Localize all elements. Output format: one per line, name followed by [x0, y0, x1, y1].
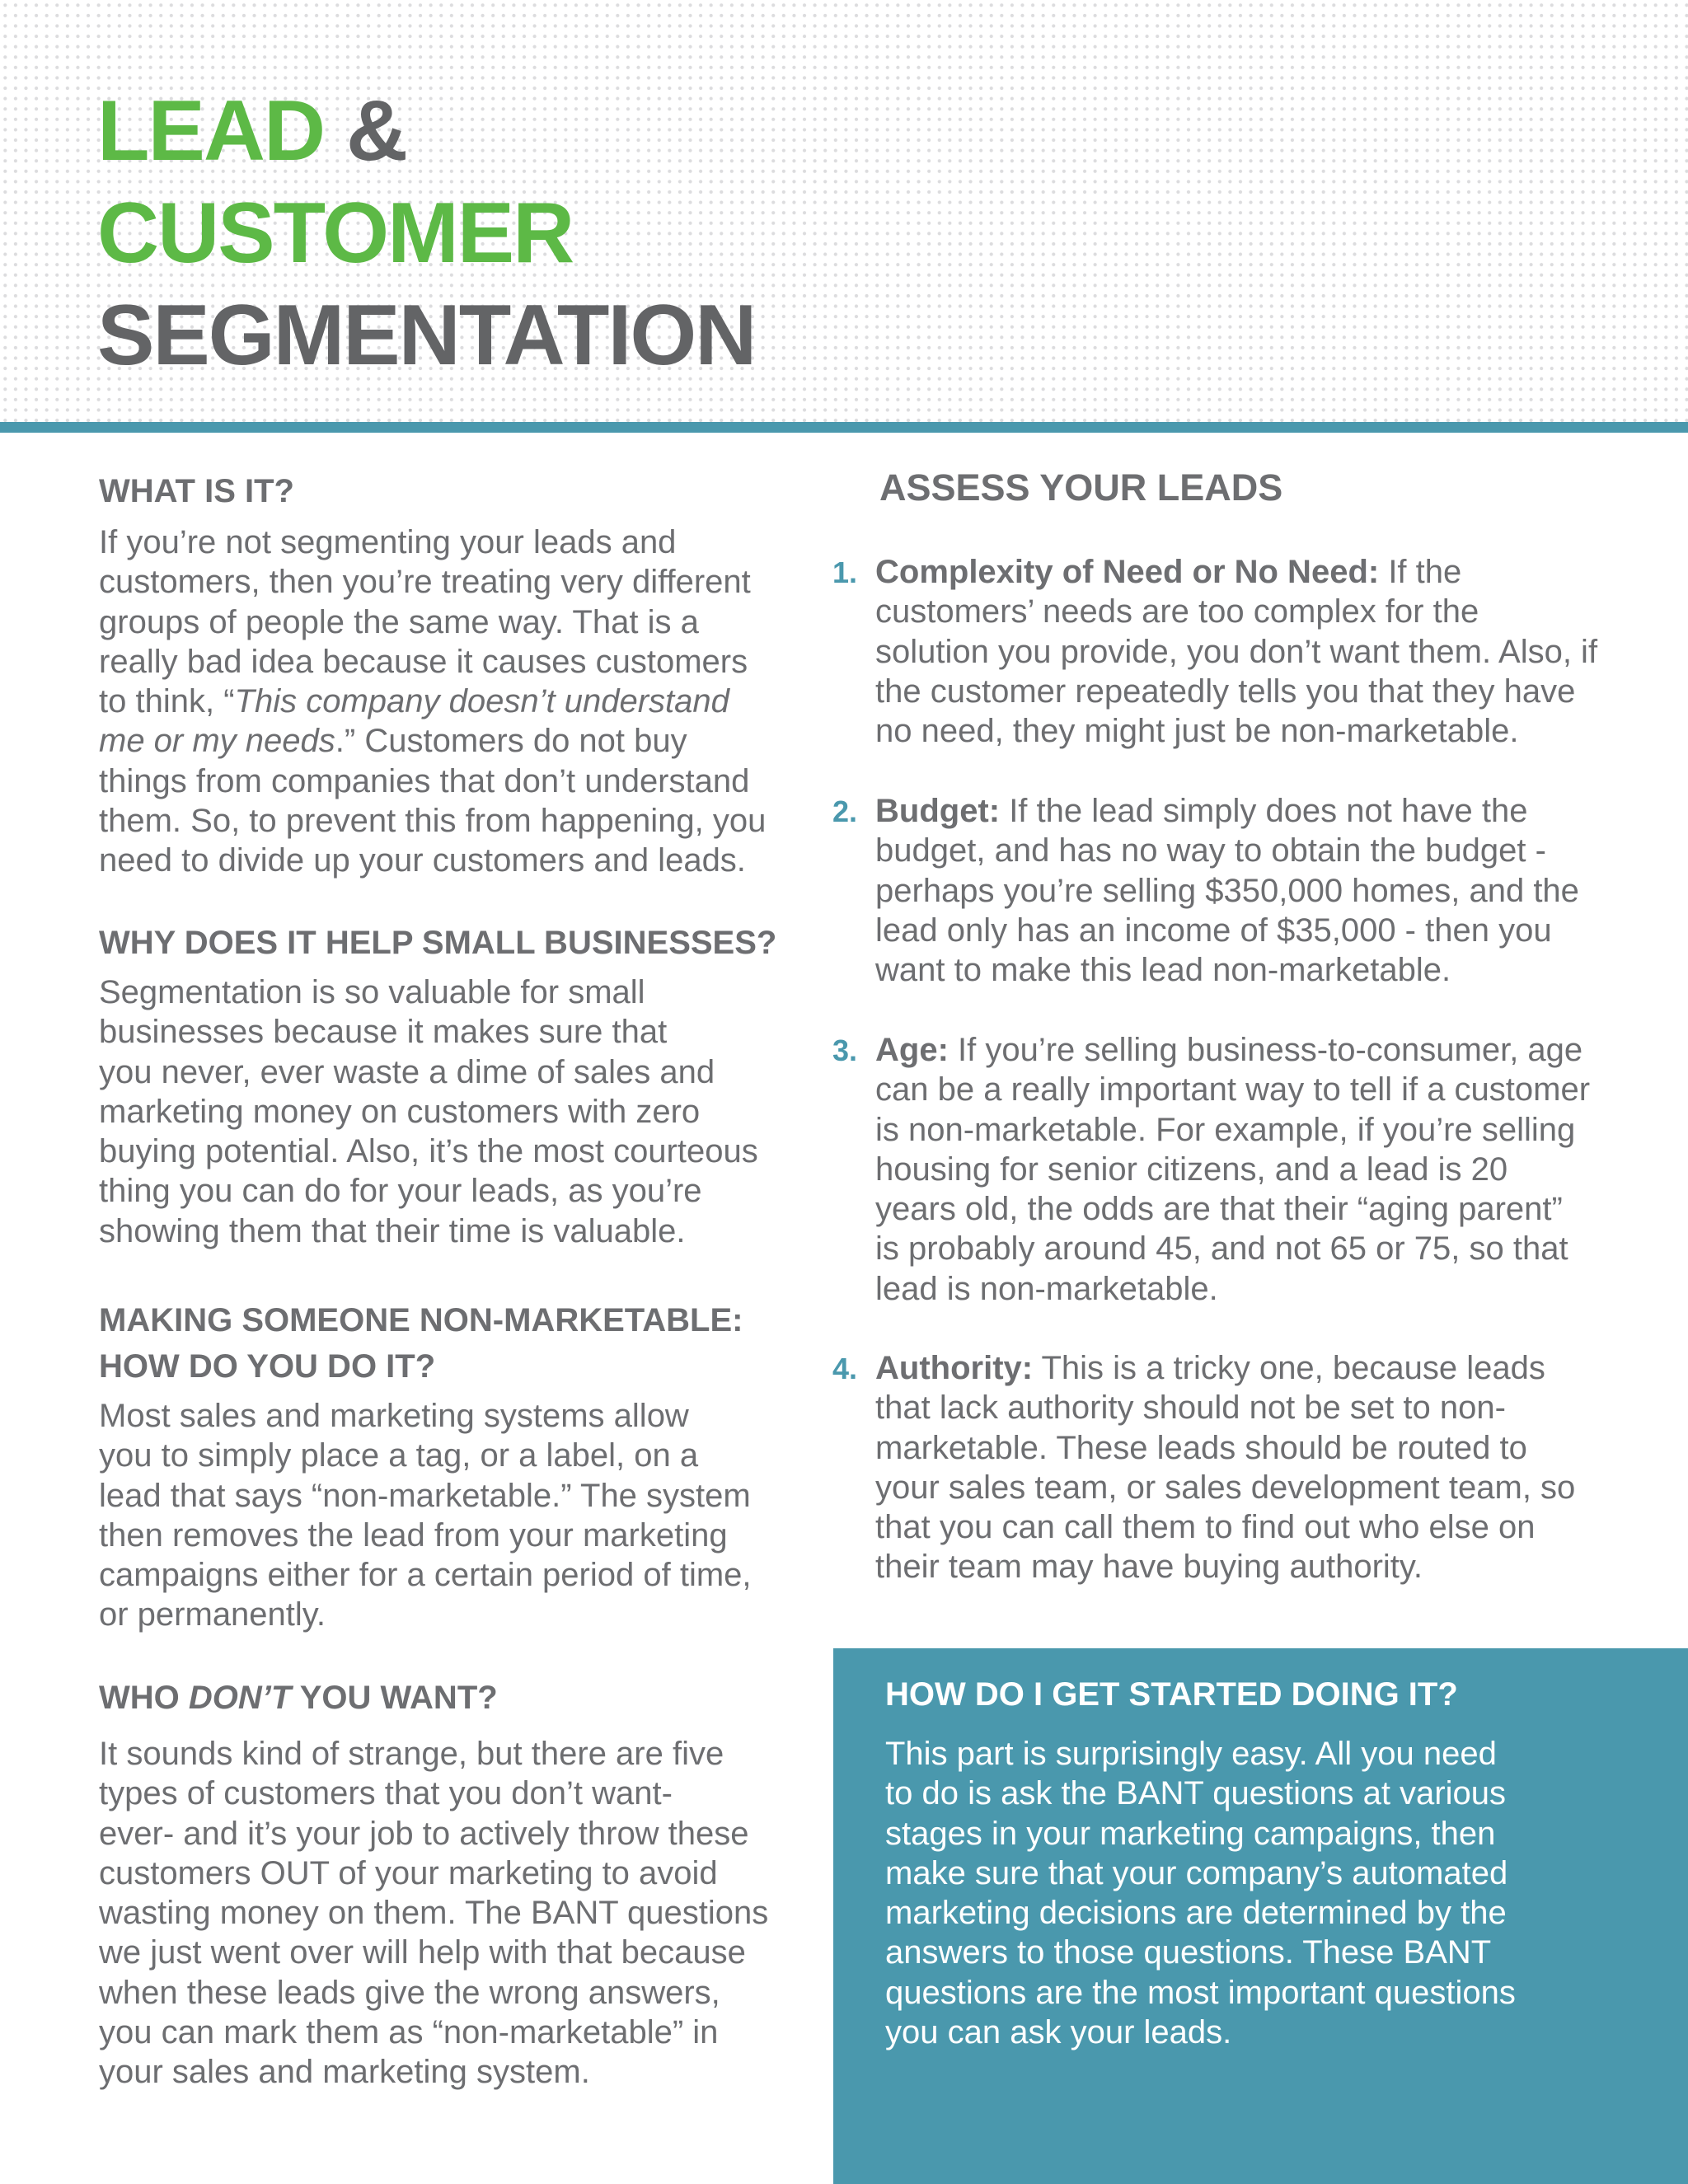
- text-line: your sales team, or sales development team, so: [875, 1469, 1576, 1506]
- text-line: Most sales and marketing systems allow: [99, 1398, 689, 1434]
- list-text: [875, 791, 1579, 990]
- paragraph: [885, 1734, 1516, 2052]
- text-line: you can ask your leads.: [885, 2014, 1232, 2051]
- text-line: customers, then you’re treating very different: [99, 564, 751, 601]
- list-number: 4.: [832, 1352, 858, 1385]
- heading-how-do-you-do-it: HOW DO YOU DO IT?: [99, 1348, 436, 1385]
- text-line: If the: [1379, 554, 1462, 590]
- text-line: is probably around 45, and not 65 or 75, so that: [875, 1230, 1568, 1268]
- text-line: things from companies that don’t understand: [99, 762, 750, 799]
- text-line: types of customers that you don’t want-: [99, 1775, 673, 1812]
- text-line: If you’re selling business-to-consumer, age: [948, 1032, 1583, 1068]
- making-body: [99, 1396, 783, 1635]
- text-line: to think, “: [99, 683, 235, 720]
- paragraph: [99, 972, 783, 1251]
- header-banner: [0, 0, 1688, 422]
- text-line: then removes the lead from your marketing: [99, 1516, 728, 1554]
- text-line: lead only has an income of $35,000 - then you: [875, 912, 1552, 949]
- list-text: [875, 1348, 1575, 1587]
- paragraph: [99, 1396, 783, 1635]
- why-body: [99, 972, 783, 1251]
- text-line: customers OUT of your marketing to avoid: [99, 1854, 718, 1891]
- heading-what-is-it: WHAT IS IT?: [99, 473, 294, 509]
- text-line: budget, and has no way to obtain the budget -: [875, 832, 1546, 869]
- text-line: their team may have buying authority.: [875, 1549, 1423, 1586]
- what-is-it-body: [99, 523, 783, 881]
- text-line: the customer repeatedly tells you that they have: [875, 673, 1576, 710]
- text-line: If the lead simply does not have the: [1000, 793, 1528, 829]
- text-line: showing them that their time is valuable.: [99, 1212, 686, 1249]
- title-ampersand: &: [346, 83, 407, 179]
- text-line: housing for senior citizens, and a lead is 20: [875, 1151, 1508, 1188]
- text-line: marketing money on customers with zero: [99, 1093, 701, 1130]
- text-line: them. So, to prevent this from happening, you: [99, 803, 767, 840]
- text-line: want to make this lead non-marketable.: [875, 952, 1451, 989]
- text-line: campaigns either for a certain period of time,: [99, 1557, 752, 1594]
- text-line: If you’re not segmenting your leads and: [99, 524, 677, 560]
- text-line: This is a tricky one, because leads: [1033, 1350, 1545, 1386]
- text-line: no need, they might just be non-marketable.: [875, 713, 1519, 750]
- text-line: stages in your marketing campaigns, then: [885, 1815, 1496, 1852]
- text-line: or permanently.: [99, 1596, 326, 1633]
- text-line: questions are the most important questions: [885, 1974, 1516, 2011]
- text-line: lead is non-marketable.: [875, 1270, 1218, 1307]
- text-line: groups of people the same way. That is a: [99, 603, 699, 640]
- title-lead: LEAD: [97, 83, 325, 179]
- list-number: 3.: [832, 1033, 858, 1067]
- text-line: make sure that your company’s automated: [885, 1854, 1508, 1891]
- text-line: you never, ever waste a dime of sales and: [99, 1053, 715, 1090]
- text-line: thing you can do for your leads, as you’re: [99, 1173, 702, 1210]
- text-line: to do is ask the BANT questions at various: [885, 1775, 1506, 1812]
- heading-part: YOU WANT?: [291, 1680, 498, 1716]
- list-text: [875, 552, 1597, 751]
- section-who: [99, 1675, 783, 1721]
- section-what-is-it: [99, 468, 783, 514]
- section-making: [99, 1297, 783, 1390]
- list-item-title: Complexity of Need or No Need:: [875, 554, 1380, 590]
- heading-assess-your-leads: ASSESS YOUR LEADS: [879, 466, 1283, 509]
- text-line: It sounds kind of strange, but there are five: [99, 1736, 724, 1772]
- list-item-title: Budget:: [875, 793, 1001, 829]
- list-item-title: Age:: [875, 1032, 949, 1068]
- text-line: buying potential. Also, it’s the most courteous: [99, 1133, 758, 1170]
- heading-making-non-marketable: MAKING SOMEONE NON-MARKETABLE:: [99, 1302, 743, 1338]
- list-number: 1.: [832, 555, 858, 589]
- text-line: need to divide up your customers and leads.: [99, 842, 746, 879]
- section-why: [99, 920, 783, 966]
- text-line: can be a really important way to tell if a customer: [875, 1071, 1591, 1108]
- heading-why-does-it-help: WHY DOES IT HELP SMALL BUSINESSES?: [99, 925, 777, 961]
- heading-who-dont-you-want: [99, 1675, 783, 1721]
- text-line: you to simply place a tag, or a label, on a: [99, 1437, 699, 1474]
- text-line: ever- and it’s your job to actively throw these: [99, 1815, 749, 1852]
- heading-how-do-i-get-started: HOW DO I GET STARTED DOING IT?: [885, 1676, 1458, 1713]
- who-body: [99, 1734, 783, 2093]
- text-line: marketing decisions are determined by the: [885, 1895, 1507, 1932]
- list-text: [875, 1030, 1590, 1309]
- section-assess: [879, 465, 1654, 511]
- text-line: Segmentation is so valuable for small: [99, 974, 645, 1010]
- text-line: .” Customers do not buy: [335, 723, 687, 760]
- text-line: answers to those questions. These BANT: [885, 1934, 1492, 1971]
- italic-quote: This company doesn’t understand: [234, 683, 729, 720]
- heading-emphasis: DON’T: [188, 1680, 292, 1716]
- text-line: wasting money on them. The BANT questions: [99, 1895, 769, 1932]
- list-number: 2.: [832, 794, 858, 828]
- get-started-callout: [833, 1648, 1688, 2184]
- title-line-1: [97, 83, 407, 179]
- text-line: is non-marketable. For example, if you’re selling: [875, 1111, 1576, 1148]
- italic-quote: me or my needs: [99, 723, 335, 760]
- text-line: solution you provide, you don’t want them. Also, if: [875, 633, 1598, 670]
- text-line: when these leads give the wrong answers,: [99, 1974, 720, 2011]
- text-line: that you can call them to find out who else on: [875, 1509, 1536, 1546]
- text-line: your sales and marketing system.: [99, 2054, 590, 2091]
- text-line: businesses because it makes sure that: [99, 1014, 668, 1051]
- title-customer: CUSTOMER: [97, 185, 574, 281]
- header-divider: [0, 422, 1688, 433]
- text-line: marketable. These leads should be routed to: [875, 1429, 1527, 1466]
- text-line: lead that says “non-marketable.” The system: [99, 1477, 751, 1514]
- text-line: customers’ needs are too complex for the: [875, 593, 1479, 630]
- text-line: that lack authority should not be set to non-: [875, 1390, 1506, 1427]
- text-line: really bad idea because it causes customers: [99, 643, 748, 680]
- text-line: you can mark them as “non-marketable” in: [99, 2014, 719, 2051]
- paragraph: [99, 523, 783, 881]
- title-segmentation: SEGMENTATION: [97, 288, 756, 383]
- heading-part: WHO: [99, 1680, 189, 1716]
- text-line: This part is surprisingly easy. All you need: [885, 1736, 1497, 1772]
- paragraph: [99, 1734, 783, 2093]
- text-line: perhaps you’re selling $350,000 homes, and the: [875, 872, 1579, 909]
- text-line: years old, the odds are that their “aging parent”: [875, 1191, 1563, 1228]
- list-item-title: Authority:: [875, 1350, 1034, 1386]
- text-line: we just went over will help with that because: [99, 1934, 746, 1971]
